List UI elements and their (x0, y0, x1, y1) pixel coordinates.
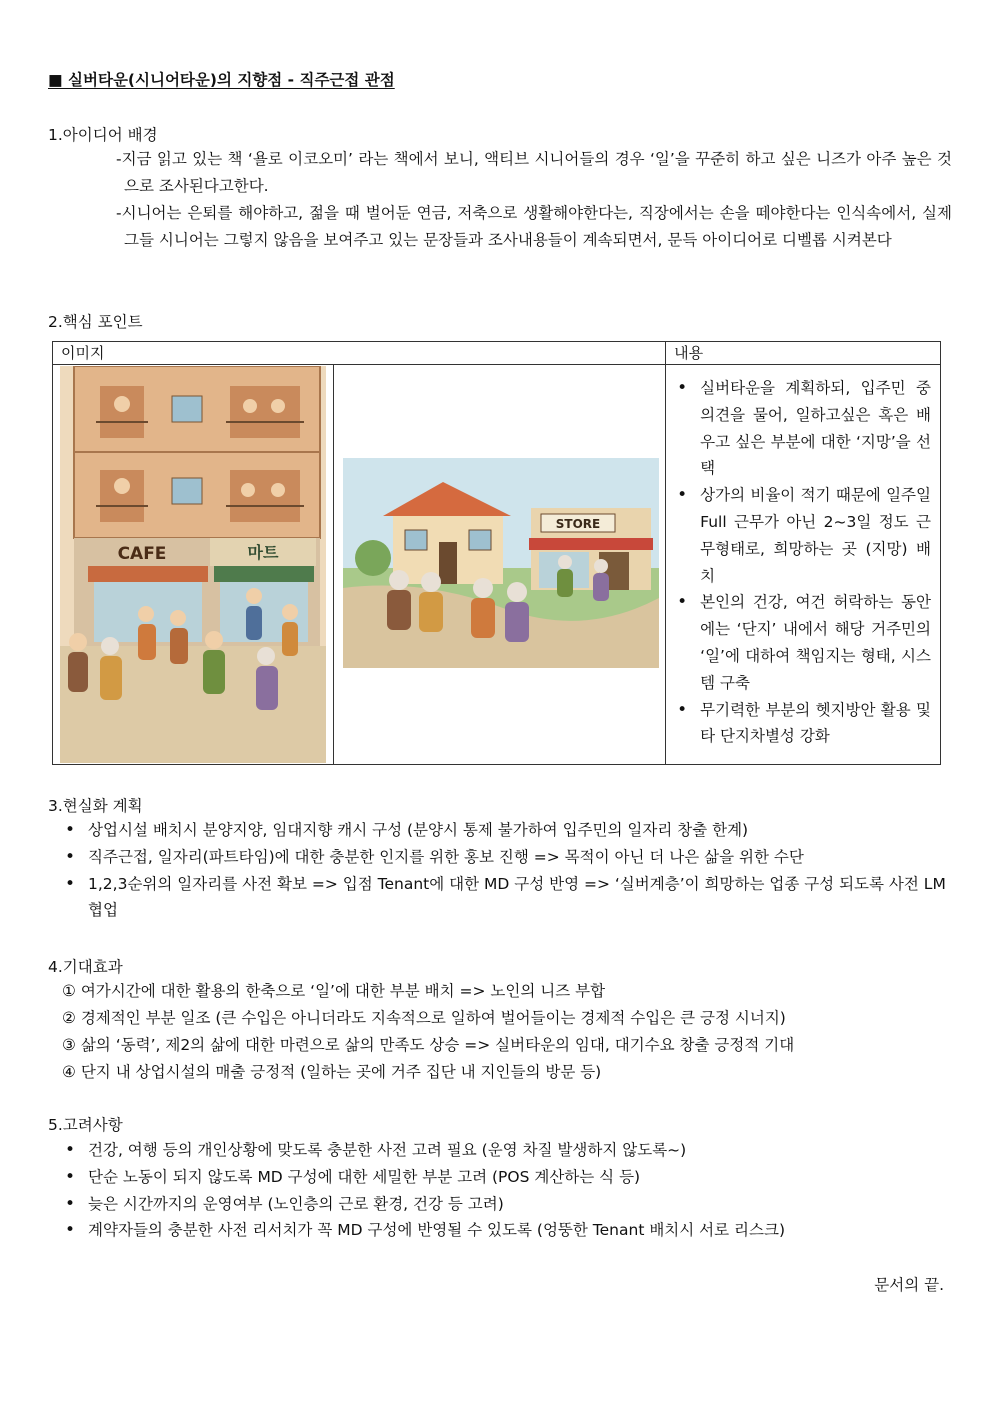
document-end-text: 문서의 끝. (874, 1276, 944, 1294)
section-3-heading: 3.현실화 계획 (48, 797, 143, 815)
effect-item: ③ 삶의 ‘동력’, 제2의 삶에 대한 마련으로 삶의 만족도 상승 => 실버타운의 임대, 대기수요 창출 긍정적 기대 (62, 1036, 795, 1054)
column-header-content: 내용 (666, 342, 941, 365)
section-3-list (60, 817, 946, 924)
image-cell-1 (53, 365, 334, 765)
consideration-item: • 늦은 시간까지의 운영여부 (노인층의 근로 환경, 건강 등 고려) (60, 1191, 946, 1218)
cafe-sign-text: CAFE (117, 544, 167, 564)
key-point-item: • 본인의 건강, 여건 허락하는 동안에는 ‘단지’ 내에서 해당 거주민의 ‘일’에 대하여 책임지는 형태, 시스템 구축 (672, 589, 931, 696)
key-point-item: • 실버타운을 계획하되, 입주민 중 의견을 물어, 일하고싶은 혹은 배우고 싶은 부분에 대한 ‘지망’을 선택 (672, 375, 931, 482)
section-1-paragraph-2: -시니어는 은퇴를 해야하고, 젊을 때 벌어둔 연금, 저축으로 생활해야한다는, 직장에서는 손을 떼야한다는 인식속에서, 실제 그들 시니어는 그렇지 않음을 보여주고 있는 문장들과 조사내용들이 계속되면서, 문득 아이디어로 디벨롭 시켜본다 (116, 204, 952, 249)
section-5-heading: 5.고려사항 (48, 1116, 123, 1134)
illustration-houses-store (343, 458, 659, 668)
effect-item: ① 여가시간에 대한 활용의 한축으로 ‘일’에 대한 부분 배치 => 노인의 니즈 부합 (62, 982, 606, 1000)
illustration-apartment-cafe-mart (60, 366, 326, 763)
section-2-heading: 2.핵심 포인트 (48, 313, 143, 331)
effect-item: ④ 단지 내 상업시설의 매출 긍정적 (일하는 곳에 거주 집단 내 지인들의 방문 등) (62, 1063, 602, 1081)
section-1-paragraph-1: -지금 읽고 있는 책 ‘욜로 이코오미’ 라는 책에서 보니, 액티브 시니어들의 경우 ‘일’을 꾸준히 하고 싶은 니즈가 아주 높은 것으로 조사된다고한다. (116, 150, 952, 195)
plan-item: • 직주근접, 일자리(파트타임)에 대한 충분한 인지를 위한 홍보 진행 => 목적이 아닌 더 나은 삶을 위한 수단 (60, 844, 946, 871)
key-points-list (672, 375, 931, 750)
consideration-item: • 건강, 여행 등의 개인상황에 맞도록 충분한 사전 고려 필요 (운영 차질 발생하지 않도록~) (60, 1137, 946, 1164)
store-sign-text: STORE (555, 517, 600, 531)
consideration-item: • 계약자들의 충분한 사전 리서치가 꼭 MD 구성에 반영될 수 있도록 (엉뚱한 Tenant 배치시 서로 리스크) (60, 1217, 946, 1244)
section-5-list (60, 1137, 946, 1244)
document-title: ■ 실버타운(시니어타운)의 지향점 - 직주근접 관점 (48, 71, 395, 89)
image-cell-2 (333, 365, 665, 765)
plan-item: • 상업시설 배치시 분양지양, 임대지향 캐시 구성 (분양시 통제 불가하여 입주민의 일자리 창출 한계) (60, 817, 946, 844)
key-point-item: • 무기력한 부분의 헷지방안 활용 및 타 단지차별성 강화 (672, 697, 931, 751)
content-cell (666, 365, 941, 765)
mart-sign-text: 마트 (247, 543, 279, 562)
key-points-table (52, 341, 941, 765)
section-1-heading: 1.아이디어 배경 (48, 126, 158, 144)
consideration-item: • 단순 노동이 되지 않도록 MD 구성에 대한 세밀한 부분 고려 (POS 계산하는 식 등) (60, 1164, 946, 1191)
column-header-image: 이미지 (53, 342, 666, 365)
section-4-heading: 4.기대효과 (48, 958, 123, 976)
key-point-item: • 상가의 비율이 적기 때문에 일주일 Full 근무가 아닌 2~3일 정도 근무형태로, 희망하는 곳 (지망) 배치 (672, 482, 931, 589)
plan-item: • 1,2,3순위의 일자리를 사전 확보 => 입점 Tenant에 대한 MD 구성 반영 => ‘실버계층’이 희망하는 업종 구성 되도록 사전 LM 협업 (60, 871, 946, 925)
section-4-list (62, 978, 942, 1086)
effect-item: ② 경제적인 부분 일조 (큰 수입은 아니더라도 지속적으로 일하여 벌어들이는 경제적 수입은 큰 긍정 시너지) (62, 1009, 786, 1027)
